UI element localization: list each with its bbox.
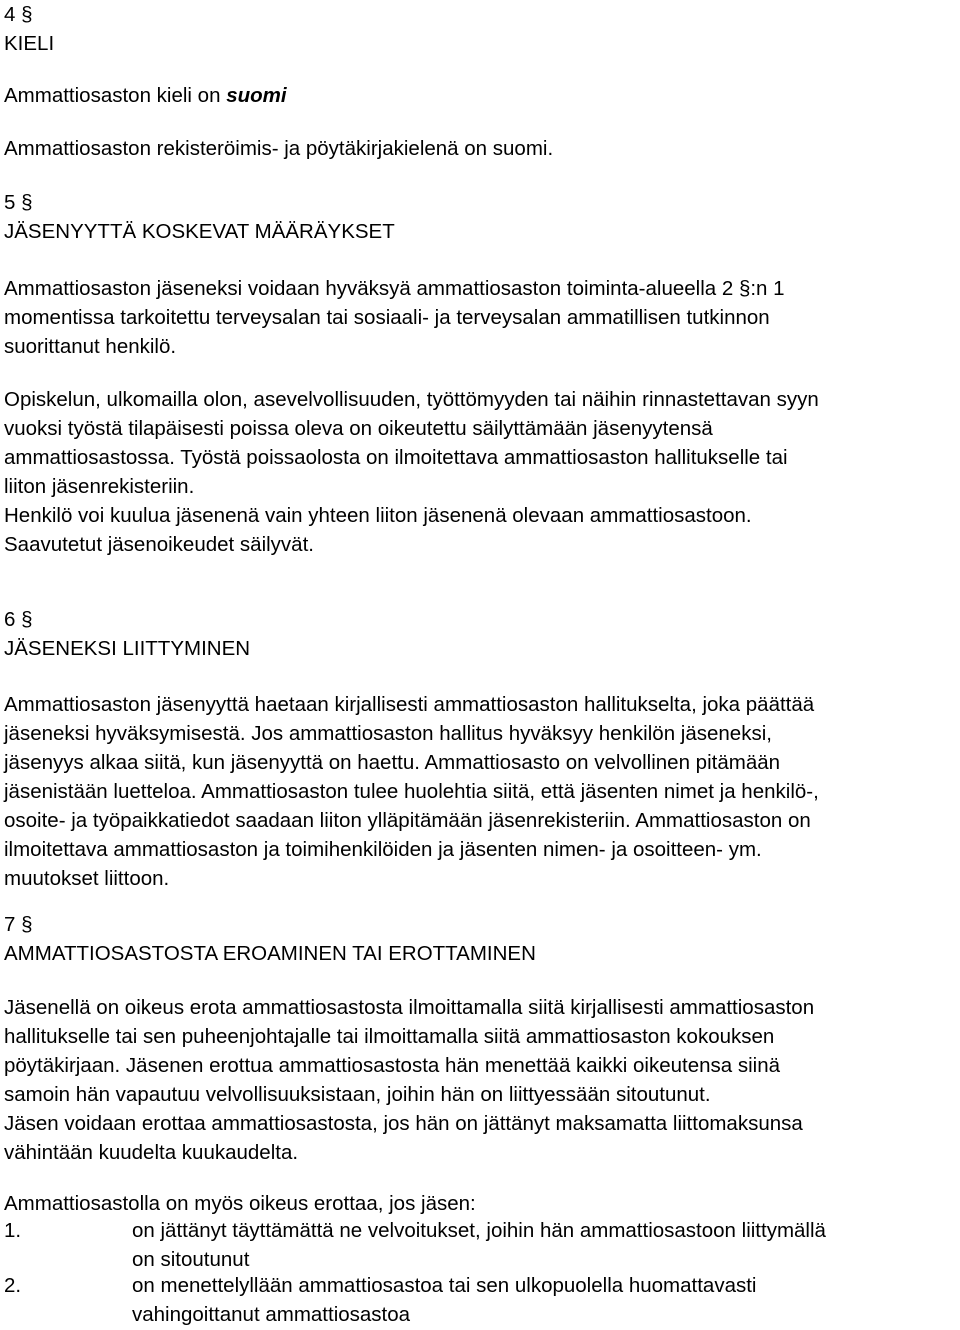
section-5 (4, 188, 958, 246)
paragraph-line: hallitukselle tai sen puheenjohtajalle tai ilmoittamalla siitä ammattiosaston kokouksen (4, 1025, 775, 1048)
paragraph-text: Ammattiosaston kieli on (4, 84, 227, 107)
paragraph-line: Jäsen voidaan erottaa ammattiosastosta, jos hän on jättänyt maksamatta liittomaksunsa (4, 1112, 803, 1135)
list-line: on menettelyllään ammattiosastoa tai sen ulkopuolella huomattavasti (132, 1274, 757, 1297)
paragraph-line: Henkilö voi kuulua jäsenenä vain yhteen liiton jäsenenä olevaan ammattiosastoon. (4, 504, 752, 527)
section-6-paragraph (4, 690, 958, 893)
paragraph-line: Opiskelun, ulkomailla olon, asevelvollisuuden, työttömyyden tai näihin rinnastettavan syyn (4, 388, 819, 411)
paragraph-line: pöytäkirjaan. Jäsenen erottua ammattiosastosta hän menettää kaikki oikeutensa siinä (4, 1054, 781, 1077)
section-7 (4, 910, 958, 968)
section-4-paragraph (4, 81, 958, 110)
paragraph-line: samoin hän vapautuu velvollisuuksistaan, joihin hän on liittyessään sitoutunut. (4, 1083, 711, 1106)
section-number: 4 § (4, 3, 33, 26)
paragraph-line: Ammattiosaston rekisteröimis- ja pöytäkirjakielenä on suomi. (4, 137, 554, 160)
section-title: AMMATTIOSASTOSTA EROAMINEN TAI EROTTAMINEN (4, 942, 536, 965)
paragraph-line: vähintään kuudelta kuukaudelta. (4, 1141, 299, 1164)
paragraph-line: muutokset liittoon. (4, 867, 170, 890)
section-5-paragraph-1 (4, 274, 958, 361)
paragraph-line: vuoksi työstä tilapäisesti poissa oleva on oikeutettu säilyttämään jäsenyytensä (4, 417, 713, 440)
paragraph-line: Ammattiosaston jäseneksi voidaan hyväksyä ammattiosaston toiminta-alueella 2 §:n 1 (4, 277, 785, 300)
paragraph-line: Jäsenellä on oikeus erota ammattiosastosta ilmoittamalla siitä kirjallisesti ammattiosaston (4, 996, 815, 1019)
list-number: 2. (4, 1274, 22, 1297)
section-5-paragraph-2 (4, 385, 958, 559)
section-7-paragraph-1 (4, 993, 958, 1167)
section-number: 5 § (4, 191, 33, 214)
section-title: JÄSENYYTTÄ KOSKEVAT MÄÄRÄYKSET (4, 220, 395, 243)
paragraph-line: liiton jäsenrekisteriin. (4, 475, 195, 498)
section-number: 6 § (4, 608, 33, 631)
list-line: on jättänyt täyttämättä ne velvoitukset, joihin hän ammattiosastoon liittymällä (132, 1219, 826, 1242)
paragraph-line: suorittanut henkilö. (4, 335, 177, 358)
paragraph-line: momentissa tarkoitettu terveysalan tai sosiaali- ja terveysalan ammatillisen tutkinnon (4, 306, 770, 329)
section-7-paragraph-2 (4, 1189, 958, 1218)
section-4 (4, 0, 958, 58)
section-6 (4, 605, 958, 663)
section-4-paragraph-2 (4, 134, 958, 163)
list-text (132, 1216, 826, 1274)
paragraph-line: Saavutetut jäsenoikeudet säilyvät. (4, 533, 314, 556)
section-number: 7 § (4, 913, 33, 936)
section-title: JÄSENEKSI LIITTYMINEN (4, 637, 251, 660)
list-number: 1. (4, 1219, 22, 1242)
paragraph-line: jäsenistään luetteloa. Ammattiosaston tulee huolehtia siitä, että jäsenten nimet ja henkilö-, (4, 780, 819, 803)
paragraph-line: jäsenyys alkaa siitä, kun jäsenyyttä on haettu. Ammattiosasto on velvollinen pitämään (4, 751, 781, 774)
list-line: vahingoittanut ammattiosastoa (132, 1303, 411, 1326)
list-text (132, 1271, 756, 1329)
emphasized-text: suomi (226, 84, 287, 107)
paragraph-line: Ammattiosastolla on myös oikeus erottaa, jos jäsen: (4, 1192, 476, 1215)
paragraph-line: ammattiosastossa. Työstä poissaolosta on ilmoitettava ammattiosaston hallitukselle tai (4, 446, 788, 469)
paragraph-line: jäseneksi hyväksymisestä. Jos ammattiosaston hallitus hyväksyy henkilön jäseneksi, (4, 722, 772, 745)
section-title: KIELI (4, 32, 55, 55)
paragraph-line: Ammattiosaston jäsenyyttä haetaan kirjallisesti ammattiosaston hallitukselta, joka päättää (4, 693, 815, 716)
paragraph-line: ilmoitettava ammattiosaston ja toimihenkilöiden ja jäsenten nimen- ja osoitteen- ym. (4, 838, 762, 861)
list-line: on sitoutunut (132, 1248, 250, 1271)
paragraph-line: osoite- ja työpaikkatiedot saadaan liiton ylläpitämään jäsenrekisteriin. Ammattiosaston on (4, 809, 811, 832)
paragraph-line (4, 81, 958, 110)
